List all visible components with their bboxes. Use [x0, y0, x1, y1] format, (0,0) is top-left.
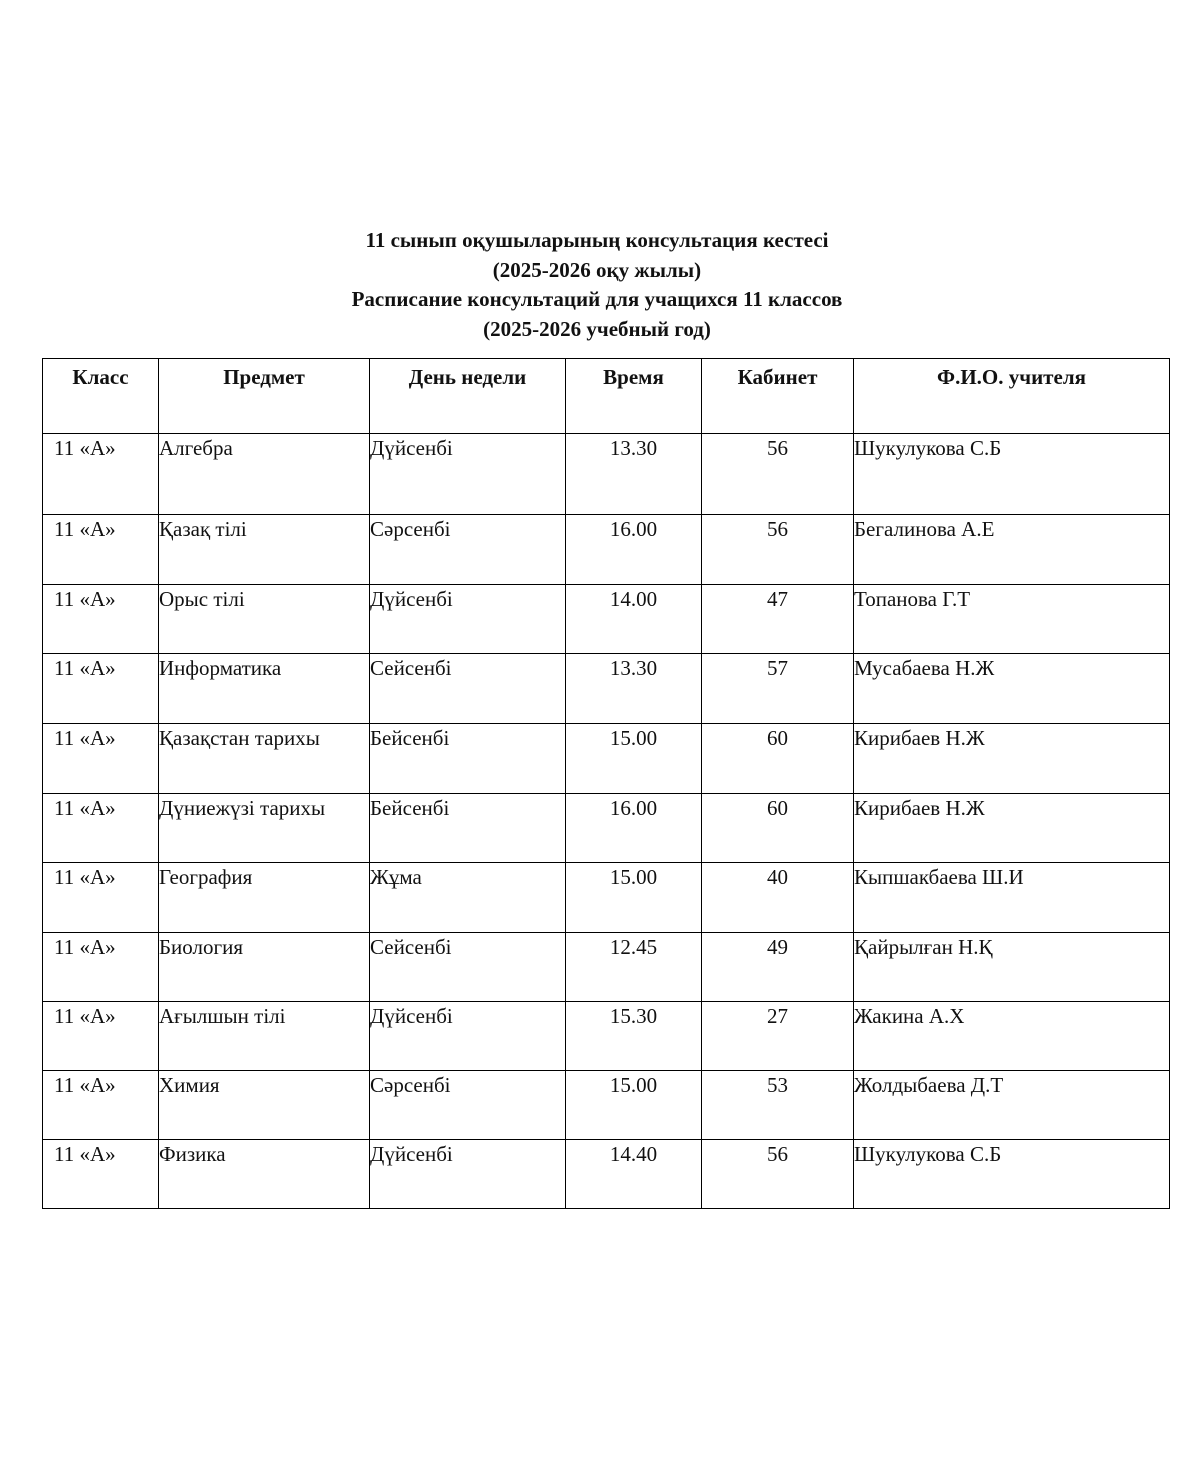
table-row — [43, 585, 1170, 654]
day-cell: Дүйсенбі — [370, 585, 566, 654]
time-cell: 15.00 — [566, 724, 702, 794]
day-cell: Сәрсенбі — [370, 1071, 566, 1140]
time-cell: 16.00 — [566, 515, 702, 585]
subject-cell: Ағылшын тілі — [159, 1002, 370, 1071]
subject-cell: Химия — [159, 1071, 370, 1140]
room-cell: 56 — [702, 1140, 854, 1209]
teacher-cell: Топанова Г.Т — [854, 585, 1170, 654]
teacher-cell: Жакина А.Х — [854, 1002, 1170, 1071]
subject-cell: Орыс тілі — [159, 585, 370, 654]
class-cell: 11 «А» — [43, 933, 159, 1002]
table-row — [43, 933, 1170, 1002]
room-cell: 47 — [702, 585, 854, 654]
column-header-day: День недели — [370, 359, 566, 434]
table-header-row — [43, 359, 1170, 434]
room-cell: 60 — [702, 794, 854, 863]
column-header-time: Время — [566, 359, 702, 434]
table-row — [43, 794, 1170, 863]
day-cell: Сәрсенбі — [370, 515, 566, 585]
column-header-class: Класс — [43, 359, 159, 434]
subject-cell: География — [159, 863, 370, 933]
teacher-cell: Мусабаева Н.Ж — [854, 654, 1170, 724]
subject-cell: Физика — [159, 1140, 370, 1209]
subject-cell: Биология — [159, 933, 370, 1002]
day-cell: Дүйсенбі — [370, 434, 566, 515]
year-russian: (2025-2026 учебный год) — [483, 316, 711, 341]
class-cell: 11 «А» — [43, 863, 159, 933]
table-row — [43, 654, 1170, 724]
class-cell: 11 «А» — [43, 434, 159, 515]
time-cell: 15.00 — [566, 1071, 702, 1140]
day-cell: Сейсенбі — [370, 654, 566, 724]
class-cell: 11 «А» — [43, 724, 159, 794]
time-cell: 13.30 — [566, 434, 702, 515]
day-cell: Сейсенбі — [370, 933, 566, 1002]
year-kazakh: (2025-2026 оқу жылы) — [492, 257, 702, 282]
class-cell: 11 «А» — [43, 794, 159, 863]
time-cell: 15.00 — [566, 863, 702, 933]
day-cell: Бейсенбі — [370, 794, 566, 863]
room-cell: 27 — [702, 1002, 854, 1071]
column-header-teacher: Ф.И.О. учителя — [854, 359, 1170, 434]
teacher-cell: Шукулукова С.Б — [854, 434, 1170, 515]
teacher-cell: Жолдыбаева Д.Т — [854, 1071, 1170, 1140]
subject-cell: Информатика — [159, 654, 370, 724]
time-cell: 14.40 — [566, 1140, 702, 1209]
room-cell: 53 — [702, 1071, 854, 1140]
room-cell: 57 — [702, 654, 854, 724]
subject-cell: Қазақ тілі — [159, 515, 370, 585]
subject-cell: Дүниежүзі тарихы — [159, 794, 370, 863]
day-cell: Жұма — [370, 863, 566, 933]
day-cell: Бейсенбі — [370, 724, 566, 794]
subject-cell: Қазақстан тарихы — [159, 724, 370, 794]
day-cell: Дүйсенбі — [370, 1140, 566, 1209]
table-row — [43, 434, 1170, 515]
room-cell: 49 — [702, 933, 854, 1002]
table-row — [43, 1071, 1170, 1140]
table-row — [43, 724, 1170, 794]
room-cell: 60 — [702, 724, 854, 794]
class-cell: 11 «А» — [43, 654, 159, 724]
column-header-room: Кабинет — [702, 359, 854, 434]
title-kazakh: 11 сынып оқушыларының консультация кестесі — [365, 228, 829, 252]
teacher-cell: Шукулукова С.Б — [854, 1140, 1170, 1209]
day-cell: Дүйсенбі — [370, 1002, 566, 1071]
room-cell: 56 — [702, 515, 854, 585]
time-cell: 16.00 — [566, 794, 702, 863]
time-cell: 13.30 — [566, 654, 702, 724]
class-cell: 11 «А» — [43, 1002, 159, 1071]
teacher-cell: Кыпшакбаева Ш.И — [854, 863, 1170, 933]
class-cell: 11 «А» — [43, 1140, 159, 1209]
teacher-cell: Қайрылған Н.Қ — [854, 933, 1170, 1002]
room-cell: 40 — [702, 863, 854, 933]
class-cell: 11 «А» — [43, 1071, 159, 1140]
table-row — [43, 1140, 1170, 1209]
class-cell: 11 «А» — [43, 585, 159, 654]
table-row — [43, 515, 1170, 585]
teacher-cell: Кирибаев Н.Ж — [854, 724, 1170, 794]
time-cell: 12.45 — [566, 933, 702, 1002]
document-header — [0, 226, 1179, 344]
table-row — [43, 1002, 1170, 1071]
teacher-cell: Бегалинова А.Е — [854, 515, 1170, 585]
class-cell: 11 «А» — [43, 515, 159, 585]
teacher-cell: Кирибаев Н.Ж — [854, 794, 1170, 863]
time-cell: 15.30 — [566, 1002, 702, 1071]
table-row — [43, 863, 1170, 933]
title-russian: Расписание консультаций для учащихся 11 классов — [351, 287, 843, 311]
column-header-subject: Предмет — [159, 359, 370, 434]
consultation-schedule-table — [42, 358, 1170, 1209]
subject-cell: Алгебра — [159, 434, 370, 515]
room-cell: 56 — [702, 434, 854, 515]
time-cell: 14.00 — [566, 585, 702, 654]
